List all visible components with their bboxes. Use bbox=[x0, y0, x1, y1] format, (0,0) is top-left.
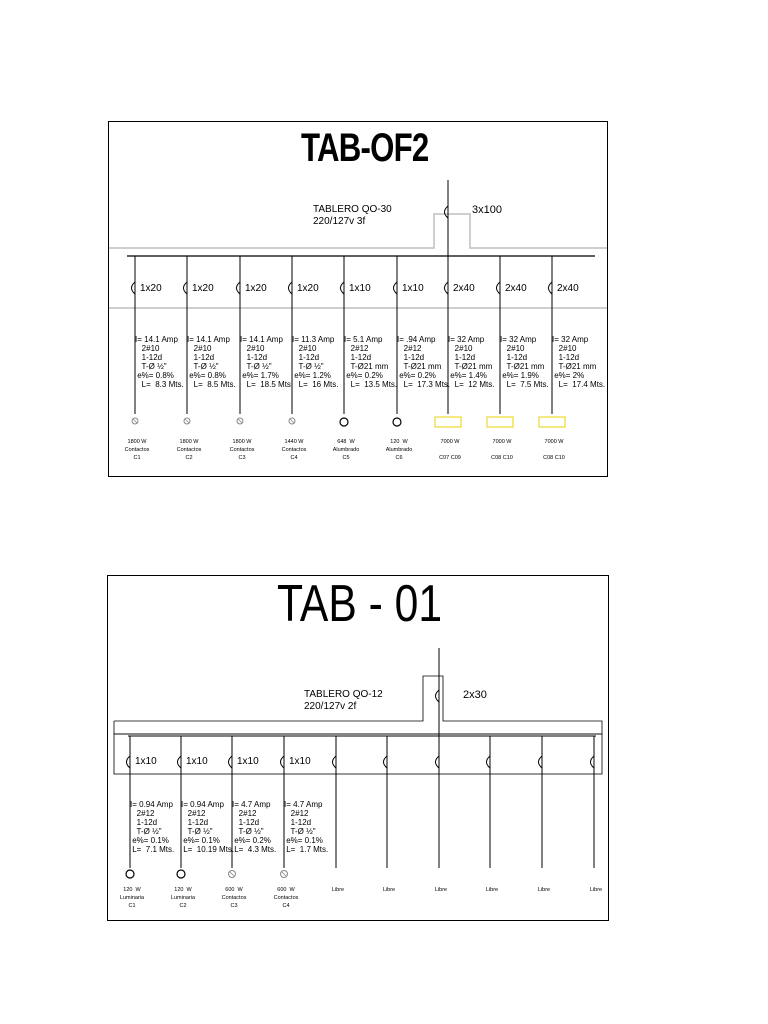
breaker-symbol bbox=[549, 282, 553, 294]
light-fixture-icon bbox=[340, 418, 348, 426]
load-label: 1800 W Contactos C1 bbox=[124, 439, 150, 461]
main-breaker-rating: 2x30 bbox=[463, 689, 487, 701]
load-label: 7000 W C08 C10 bbox=[491, 439, 513, 461]
breaker-rating: 2x40 bbox=[453, 283, 475, 294]
circuit-spec: I= 5.1 Amp 2#12 1-12d T-Ø21 mm e%= 0.2% L= 13.5 Mts. bbox=[344, 335, 398, 389]
load-label: 120 W Luminaria C1 bbox=[119, 887, 145, 909]
load-label: 648 W Alumbrado C5 bbox=[332, 439, 360, 461]
circuit-spec: I= 4.7 Amp 2#12 1-12d T-Ø ½" e%= 0.1% L= 1.7 Mts. bbox=[284, 800, 329, 854]
board-voltage: 220/127v 2f bbox=[304, 701, 357, 712]
light-fixture-icon bbox=[126, 870, 134, 878]
breaker-symbol bbox=[333, 756, 337, 768]
breaker-rating: 1x20 bbox=[192, 283, 214, 294]
panel-title: TAB - 01 bbox=[277, 575, 443, 633]
breaker-symbol bbox=[127, 756, 131, 768]
breaker-symbol bbox=[289, 282, 293, 294]
load-label: Libre bbox=[537, 887, 551, 893]
breaker-symbol bbox=[436, 756, 440, 768]
outlet-icon-mark bbox=[133, 419, 137, 423]
breaker-symbol bbox=[229, 756, 233, 768]
panel-tab-01 bbox=[107, 575, 609, 921]
circuit-spec: I= 4.7 Amp 2#12 1-12d T-Ø ½" e%= 0.2% L= 4.3 Mts. bbox=[232, 800, 277, 854]
board-voltage: 220/127v 3f bbox=[313, 216, 366, 227]
outlet-icon-mark bbox=[230, 872, 234, 876]
breaker-symbol bbox=[591, 756, 595, 768]
breaker-rating: 1x10 bbox=[402, 283, 424, 294]
breaker-symbol bbox=[445, 282, 449, 294]
circuit-spec: I= 14.1 Amp 2#10 1-12d T-Ø ½" e%= 0.8% L= 8.5 Mts. bbox=[187, 335, 236, 389]
load-label: Libre bbox=[382, 887, 396, 893]
enclosure-frame bbox=[114, 676, 602, 734]
breaker-symbol bbox=[436, 690, 440, 702]
outlet-icon-mark bbox=[290, 419, 294, 423]
breaker-rating: 1x20 bbox=[245, 283, 267, 294]
load-label: 1800 W Contactos C3 bbox=[229, 439, 255, 461]
circuit-spec: I= 32 Amp 2#10 1-12d T-Ø21 mm e%= 2% L= 17.4 Mts. bbox=[552, 335, 606, 389]
board-name: TABLERO QO-30 bbox=[313, 204, 392, 215]
circuit-spec: I= .94 Amp 2#12 1-12d T-Ø21 mm e%= 0.2% L= 17.3 Mts. bbox=[397, 335, 451, 389]
breaker-rating: 1x20 bbox=[140, 283, 162, 294]
breaker-rating: 2x40 bbox=[557, 283, 579, 294]
breaker-rating: 1x10 bbox=[289, 756, 311, 767]
panel-tab-of2 bbox=[108, 121, 608, 477]
breaker-symbol bbox=[178, 756, 182, 768]
outlet-icon-mark bbox=[282, 872, 286, 876]
load-label: 120 W Luminaria C2 bbox=[170, 887, 196, 909]
circuit-spec: I= 0.94 Amp 2#12 1-12d T-Ø ½" e%= 0.1% L= 10.19 Mts. bbox=[181, 800, 235, 854]
breaker-rating: 1x10 bbox=[237, 756, 259, 767]
breaker-rating: 1x10 bbox=[186, 756, 208, 767]
circuit-spec: I= 0.94 Amp 2#12 1-12d T-Ø ½" e%= 0.1% L= 7.1 Mts. bbox=[130, 800, 175, 854]
main-breaker-rating: 3x100 bbox=[472, 204, 502, 216]
load-box-icon bbox=[539, 417, 565, 427]
breaker-symbol bbox=[394, 282, 398, 294]
load-label: 7000 W C08 C10 bbox=[543, 439, 565, 461]
circuit-spec: I= 32 Amp 2#10 1-12d T-Ø21 mm e%= 1.9% L= 7.5 Mts. bbox=[500, 335, 549, 389]
breaker-symbol bbox=[487, 756, 491, 768]
load-label: 1800 W Contactos C2 bbox=[176, 439, 202, 461]
light-fixture-icon bbox=[393, 418, 401, 426]
load-label: 1440 W Contactos C4 bbox=[281, 439, 307, 461]
board-name: TABLERO QO-12 bbox=[304, 689, 383, 700]
breaker-symbol bbox=[445, 206, 449, 218]
panel-title: TAB-OF2 bbox=[301, 126, 429, 170]
circuit-spec: I= 11.3 Amp 2#10 1-12d T-Ø ½" e%= 1.2% L= 16 Mts. bbox=[292, 335, 339, 389]
breaker-symbol bbox=[341, 282, 345, 294]
load-label: 120 W Alumbrado C6 bbox=[385, 439, 413, 461]
breaker-frame bbox=[114, 734, 602, 774]
load-label: 600 W Contactos C3 bbox=[221, 887, 247, 909]
circuit-spec: I= 14.1 Amp 2#10 1-12d T-Ø ½" e%= 1.7% L= 18.5 Mts. bbox=[240, 335, 294, 389]
load-label: Libre bbox=[331, 887, 345, 893]
circuit-spec: I= 14.1 Amp 2#10 1-12d T-Ø ½" e%= 0.8% L= 8.3 Mts. bbox=[135, 335, 184, 389]
breaker-rating: 1x10 bbox=[135, 756, 157, 767]
load-label: Libre bbox=[434, 887, 448, 893]
outlet-icon-mark bbox=[185, 419, 189, 423]
circuit-spec: I= 32 Amp 2#10 1-12d T-Ø21 mm e%= 1.4% L= 12 Mts. bbox=[448, 335, 495, 389]
load-label: 600 W Contactos C4 bbox=[273, 887, 299, 909]
light-fixture-icon bbox=[177, 870, 185, 878]
breaker-symbol bbox=[384, 756, 388, 768]
breaker-rating: 1x10 bbox=[349, 283, 371, 294]
load-label: 7000 W C07 C09 bbox=[439, 439, 461, 461]
load-label: Libre bbox=[485, 887, 499, 893]
breaker-symbol bbox=[497, 282, 501, 294]
breaker-symbol bbox=[132, 282, 136, 294]
load-box-icon bbox=[487, 417, 513, 427]
breaker-symbol bbox=[539, 756, 543, 768]
load-label: Libre bbox=[589, 887, 603, 893]
breaker-rating: 1x20 bbox=[297, 283, 319, 294]
load-box-icon bbox=[435, 417, 461, 427]
outlet-icon-mark bbox=[238, 419, 242, 423]
breaker-rating: 2x40 bbox=[505, 283, 527, 294]
breaker-symbol bbox=[184, 282, 188, 294]
breaker-symbol bbox=[281, 756, 285, 768]
breaker-symbol bbox=[237, 282, 241, 294]
single-line-diagram bbox=[109, 122, 607, 476]
